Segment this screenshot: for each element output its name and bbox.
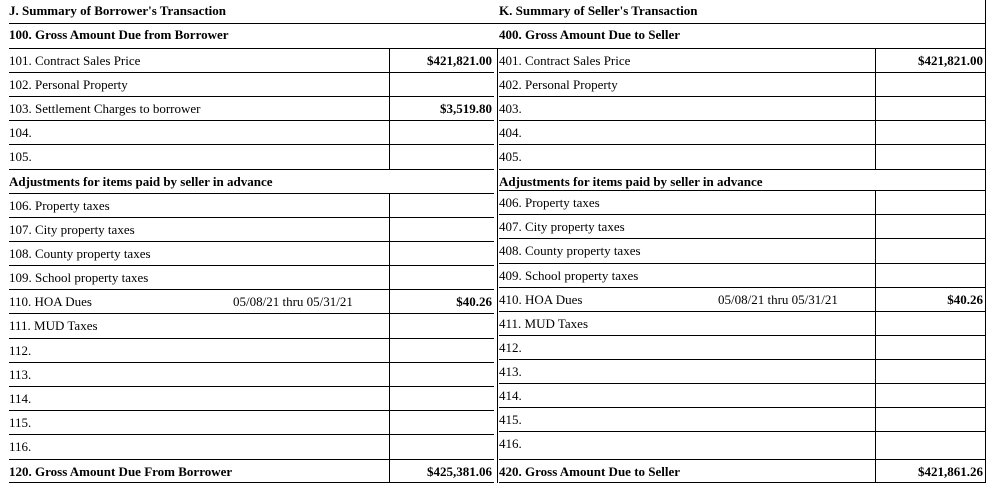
- row-divider: [499, 383, 985, 384]
- row-divider: [9, 217, 494, 218]
- row-divider: [499, 263, 985, 264]
- row-divider: [9, 289, 494, 290]
- line-label: 403.: [499, 101, 522, 116]
- row-divider: [9, 241, 494, 242]
- section-header: 400. Gross Amount Due to Seller: [499, 27, 681, 42]
- row-divider: [499, 431, 985, 432]
- column-divider: [875, 190, 876, 459]
- column-divider: [985, 0, 986, 483]
- line-label: 413.: [499, 364, 522, 379]
- row-divider: [9, 72, 494, 73]
- row-divider: [9, 169, 494, 170]
- line-label: 406. Property taxes: [499, 195, 600, 210]
- row-divider: [9, 459, 494, 460]
- line-label: 113.: [9, 367, 32, 382]
- row-divider: [9, 23, 985, 24]
- row-divider: [499, 287, 985, 288]
- column-divider: [497, 48, 498, 483]
- section-title: J. Summary of Borrower's Transaction: [9, 3, 227, 18]
- row-divider: [9, 410, 494, 411]
- section-title: K. Summary of Seller's Transaction: [499, 3, 698, 18]
- line-label: 106. Property taxes: [9, 198, 110, 213]
- line-amount: $421,821.00: [427, 53, 492, 68]
- line-label: 104.: [9, 125, 32, 140]
- row-divider: [499, 311, 985, 312]
- row-divider: [9, 386, 494, 387]
- line-label: 101. Contract Sales Price: [9, 53, 141, 68]
- adjustments-header: Adjustments for items paid by seller in advance: [9, 174, 273, 189]
- column-divider: [875, 459, 876, 483]
- row-divider: [499, 459, 985, 460]
- row-divider: [499, 144, 985, 145]
- section-header: 100. Gross Amount Due from Borrower: [9, 27, 229, 42]
- line-date-range: 05/08/21 thru 05/31/21: [233, 294, 353, 309]
- line-label: 111. MUD Taxes: [9, 318, 98, 333]
- row-divider: [9, 144, 494, 145]
- line-amount: $40.26: [947, 292, 983, 307]
- line-label: 107. City property taxes: [9, 222, 135, 237]
- row-divider: [9, 434, 494, 435]
- line-label: 412.: [499, 340, 522, 355]
- line-label: 409. School property taxes: [499, 268, 639, 283]
- total-amount: $425,381.06: [427, 464, 492, 479]
- line-label: 402. Personal Property: [499, 77, 618, 92]
- row-divider: [499, 72, 985, 73]
- line-label: 408. County property taxes: [499, 243, 641, 258]
- row-divider: [9, 362, 494, 363]
- row-divider: [499, 407, 985, 408]
- line-label: 410. HOA Dues: [499, 292, 583, 307]
- row-divider: [499, 96, 985, 97]
- line-label: 407. City property taxes: [499, 219, 625, 234]
- row-divider: [499, 359, 985, 360]
- line-amount: $40.26: [456, 294, 492, 309]
- total-amount: $421,861.26: [918, 464, 983, 479]
- line-label: 103. Settlement Charges to borrower: [9, 101, 201, 116]
- line-label: 416.: [499, 436, 522, 451]
- column-divider: [875, 48, 876, 169]
- row-divider: [9, 96, 494, 97]
- line-label: 112.: [9, 343, 32, 358]
- row-divider: [499, 335, 985, 336]
- row-divider: [9, 338, 494, 339]
- row-divider: [9, 193, 494, 194]
- line-label: 110. HOA Dues: [9, 294, 92, 309]
- row-divider: [499, 120, 985, 121]
- row-divider: [499, 238, 985, 239]
- line-label: 114.: [9, 391, 32, 406]
- line-date-range: 05/08/21 thru 05/31/21: [718, 292, 838, 307]
- row-divider: [499, 214, 985, 215]
- column-divider: [389, 459, 390, 483]
- adjustments-header: Adjustments for items paid by seller in advance: [499, 174, 763, 189]
- line-amount: $421,821.00: [918, 53, 983, 68]
- line-label: 109. School property taxes: [9, 270, 149, 285]
- column-divider: [389, 48, 390, 169]
- line-label: 401. Contract Sales Price: [499, 53, 631, 68]
- total-label: 420. Gross Amount Due to Seller: [499, 464, 681, 479]
- row-divider: [499, 169, 985, 170]
- line-label: 414.: [499, 388, 522, 403]
- column-divider: [389, 193, 390, 459]
- line-label: 415.: [499, 412, 522, 427]
- row-divider: [9, 313, 494, 314]
- row-divider: [499, 190, 985, 191]
- row-divider: [9, 265, 494, 266]
- line-label: 108. County property taxes: [9, 246, 151, 261]
- line-label: 411. MUD Taxes: [499, 316, 589, 331]
- line-label: 105.: [9, 149, 32, 164]
- line-label: 116.: [9, 439, 32, 454]
- row-divider: [9, 120, 494, 121]
- total-label: 120. Gross Amount Due From Borrower: [9, 464, 233, 479]
- line-label: 115.: [9, 415, 32, 430]
- line-label: 405.: [499, 149, 522, 164]
- line-amount: $3,519.80: [440, 101, 492, 116]
- line-label: 404.: [499, 125, 522, 140]
- line-label: 102. Personal Property: [9, 77, 128, 92]
